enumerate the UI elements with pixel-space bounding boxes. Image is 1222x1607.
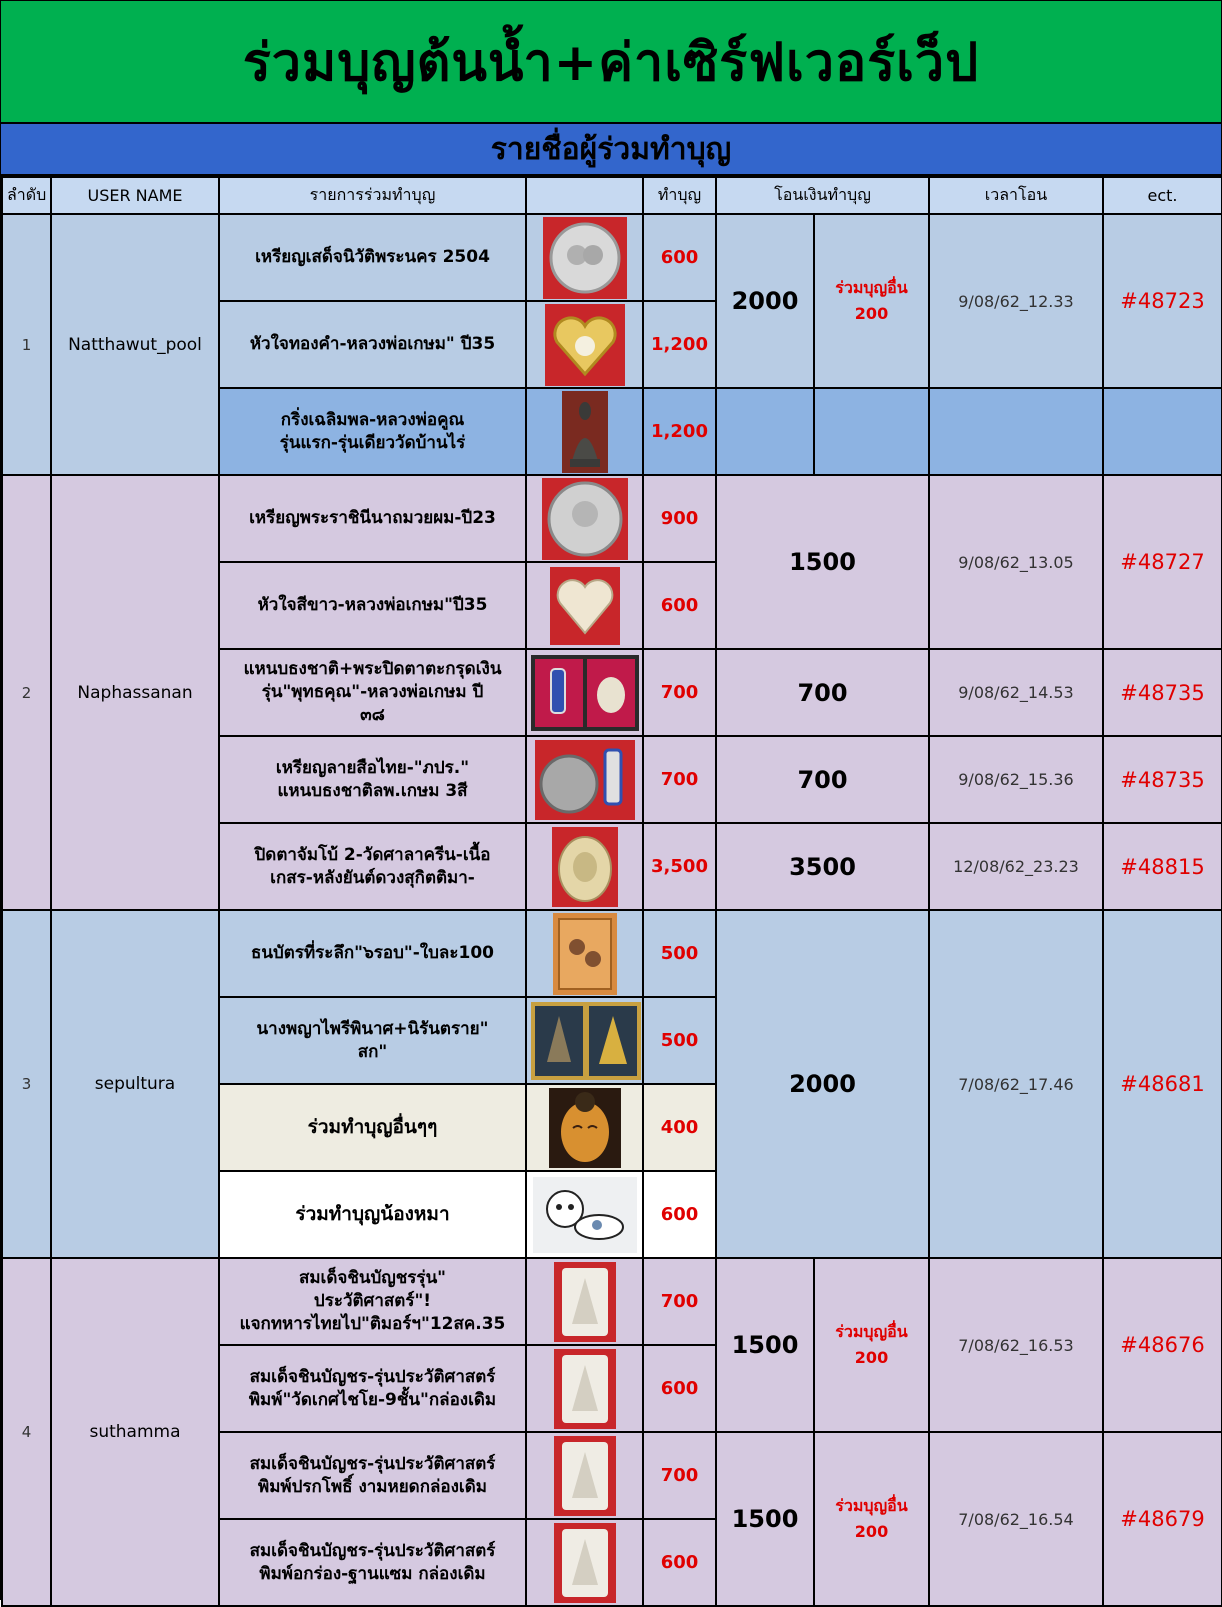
item-name: สมเด็จชินบัญชร-รุ่นประวัติศาสตร์ พิมพ์ปรกโพธิ์ งามหยดกล่องเดิม: [219, 1432, 526, 1519]
flag-pin-and-amulet-image-icon: [531, 655, 639, 731]
extra-label: ร่วมบุญอื่น: [835, 1496, 908, 1516]
page-title: ร่วมบุญต้นน้ำ+ค่าเซิร์ฟเวอร์เว็ป: [242, 33, 980, 93]
subtitle-banner: [1, 124, 1221, 176]
transfer-time: 9/08/62_14.53: [929, 649, 1103, 736]
somdej-amulet-image-icon: [554, 1349, 616, 1429]
queen-coin-image-icon: [542, 478, 628, 560]
item-amount: 600: [643, 562, 716, 649]
transfer-amount: 1500: [716, 1258, 814, 1432]
buddha-statue-image-icon: [562, 391, 608, 473]
item-name: หัวใจทองคำ-หลวงพ่อเกษม" ปี35: [219, 301, 526, 388]
header-time: เวลาโอน: [929, 177, 1103, 214]
table-row: [2, 910, 1222, 997]
extra-label: ร่วมบุญอื่น: [835, 1322, 908, 1342]
item-name: ธนบัตรที่ระลึก"๖รอบ"-ใบละ100: [219, 910, 526, 997]
item-amount: 3,500: [643, 823, 716, 910]
item-amount: 400: [643, 1084, 716, 1171]
transfer-time: 7/08/62_17.46: [929, 910, 1103, 1258]
transfer-ref: #48679: [1103, 1432, 1222, 1606]
transfer-ref: #48735: [1103, 736, 1222, 823]
item-amount: 1,200: [643, 388, 716, 475]
somdej-amulet-image-icon: [554, 1523, 616, 1603]
item-image: [526, 1258, 643, 1345]
table-row: [2, 1258, 1222, 1345]
empty-cell: [929, 388, 1103, 475]
transfer-ref: #48681: [1103, 910, 1222, 1258]
item-image: [526, 214, 643, 301]
white-heart-amulet-image-icon: [550, 567, 620, 645]
item-amount: 600: [643, 1519, 716, 1606]
donor-user: Natthawut_pool: [51, 214, 219, 475]
somdej-amulet-image-icon: [554, 1436, 616, 1516]
item-image: [526, 301, 643, 388]
amulet-pair-image-icon: [531, 1002, 641, 1080]
donor-index: 3: [2, 910, 51, 1258]
transfer-extra: [814, 214, 929, 388]
item-name: ร่วมทำบุญน้องหมา: [219, 1171, 526, 1258]
donor-index: 2: [2, 475, 51, 910]
donor-index: 1: [2, 214, 51, 475]
item-amount: 600: [643, 1345, 716, 1432]
transfer-amount: 700: [716, 649, 929, 736]
item-name: เหรียญลายสือไทย-"ภปร." แหนบธงชาติลพ.เกษม 3สี: [219, 736, 526, 823]
empty-cell: [716, 388, 814, 475]
transfer-ref: #48676: [1103, 1258, 1222, 1432]
donor-user: suthamma: [51, 1258, 219, 1606]
item-name: สมเด็จชินบัญชรรุ่น" ประวัติศาสตร์"! แจกทหารไทยไป"ติมอร์ฯ"12สค.35: [219, 1258, 526, 1345]
item-name: สมเด็จชินบัญชร-รุ่นประวัติศาสตร์ พิมพ์"วัดเกศไชโย-9ชั้น"กล่องเดิม: [219, 1345, 526, 1432]
item-amount: 1,200: [643, 301, 716, 388]
table-row: [2, 214, 1222, 301]
extra-amount: 200: [854, 304, 889, 323]
item-image: [526, 1519, 643, 1606]
item-name: นางพญาไพรีพินาศ+นิรันตราย" สก": [219, 997, 526, 1084]
banknote-image-icon: [553, 913, 617, 995]
item-image: [526, 562, 643, 649]
item-name: สมเด็จชินบัญชร-รุ่นประวัติศาสตร์ พิมพ์อกร่อง-ฐานแซม กล่องเดิม: [219, 1519, 526, 1606]
header-transfer: โอนเงินทำบุญ: [716, 177, 929, 214]
buddha-face-image-icon: [549, 1088, 621, 1168]
donor-user: Naphassanan: [51, 475, 219, 910]
item-amount: 900: [643, 475, 716, 562]
donor-user: sepultura: [51, 910, 219, 1258]
transfer-amount: 700: [716, 736, 929, 823]
transfer-ref: #48815: [1103, 823, 1222, 910]
transfer-ref: #48723: [1103, 214, 1222, 388]
item-amount: 700: [643, 1432, 716, 1519]
item-amount: 700: [643, 736, 716, 823]
item-image: [526, 910, 643, 997]
item-name: หัวใจสีขาว-หลวงพ่อเกษม"ปี35: [219, 562, 526, 649]
item-amount: 700: [643, 649, 716, 736]
transfer-extra: [814, 1432, 929, 1606]
transfer-ref: #48727: [1103, 475, 1222, 649]
item-image: [526, 1345, 643, 1432]
item-name: ร่วมทำบุญอื่นๆๆ: [219, 1084, 526, 1171]
donor-index: 4: [2, 1258, 51, 1606]
item-image: [526, 1171, 643, 1258]
extra-amount: 200: [854, 1522, 889, 1541]
item-amount: 500: [643, 910, 716, 997]
item-name: เหรียญพระราชินีนาถมวยผม-ปี23: [219, 475, 526, 562]
coin-image-icon: [543, 217, 627, 299]
title-banner: [1, 1, 1221, 124]
jumbo-amulet-image-icon: [552, 827, 618, 907]
item-name: แหนบธงชาติ+พระปิดตาตะกรุดเงิน รุ่น"พุทธคุณ"-หลวงพ่อเกษม ปี ๓๘: [219, 649, 526, 736]
header-user: USER NAME: [51, 177, 219, 214]
transfer-time: 9/08/62_13.05: [929, 475, 1103, 649]
header-item: รายการร่วมทำบุญ: [219, 177, 526, 214]
header-image: [526, 177, 643, 214]
page-subtitle: รายชื่อผู้ร่วมทำบุญ: [490, 131, 732, 167]
header-row: [2, 177, 1222, 214]
item-image: [526, 1084, 643, 1171]
item-image: [526, 475, 643, 562]
empty-cell: [1103, 388, 1222, 475]
heart-amulet-image-icon: [545, 304, 625, 386]
item-image: [526, 1432, 643, 1519]
transfer-amount: 2000: [716, 910, 929, 1258]
transfer-time: 9/08/62_15.36: [929, 736, 1103, 823]
dog-sketch-image-icon: [533, 1177, 637, 1253]
transfer-ref: #48735: [1103, 649, 1222, 736]
extra-label: ร่วมบุญอื่น: [835, 278, 908, 298]
item-image: [526, 997, 643, 1084]
item-image: [526, 736, 643, 823]
transfer-amount: 1500: [716, 1432, 814, 1606]
table-row: [2, 475, 1222, 562]
item-amount: 600: [643, 1171, 716, 1258]
item-amount: 500: [643, 997, 716, 1084]
transfer-time: 9/08/62_12.33: [929, 214, 1103, 388]
transfer-amount: 3500: [716, 823, 929, 910]
transfer-time: 12/08/62_23.23: [929, 823, 1103, 910]
item-name: กริ่งเฉลิมพล-หลวงพ่อคูณ รุ่นแรก-รุ่นเดียววัดบ้านไร่: [219, 388, 526, 475]
transfer-time: 7/08/62_16.53: [929, 1258, 1103, 1432]
item-amount: 600: [643, 214, 716, 301]
header-index: ลำดับ: [2, 177, 51, 214]
transfer-amount: 2000: [716, 214, 814, 388]
item-name: ปิดตาจัมโบ้ 2-วัดศาลาครีน-เนื้อ เกสร-หลังยันต์ดวงสุกิตติมา-: [219, 823, 526, 910]
item-name: เหรียญเสด็จนิวัติพระนคร 2504: [219, 214, 526, 301]
item-image: [526, 649, 643, 736]
transfer-time: 7/08/62_16.54: [929, 1432, 1103, 1606]
empty-cell: [814, 388, 929, 475]
item-image: [526, 388, 643, 475]
header-ref: ect.: [1103, 177, 1222, 214]
transfer-extra: [814, 1258, 929, 1432]
transfer-amount: 1500: [716, 475, 929, 649]
item-image: [526, 823, 643, 910]
item-amount: 700: [643, 1258, 716, 1345]
header-amount: ทำบุญ: [643, 177, 716, 214]
extra-amount: 200: [854, 1348, 889, 1367]
somdej-amulet-image-icon: [554, 1262, 616, 1342]
coin-and-flag-pin-image-icon: [535, 740, 635, 820]
donor-table: [1, 176, 1222, 1607]
